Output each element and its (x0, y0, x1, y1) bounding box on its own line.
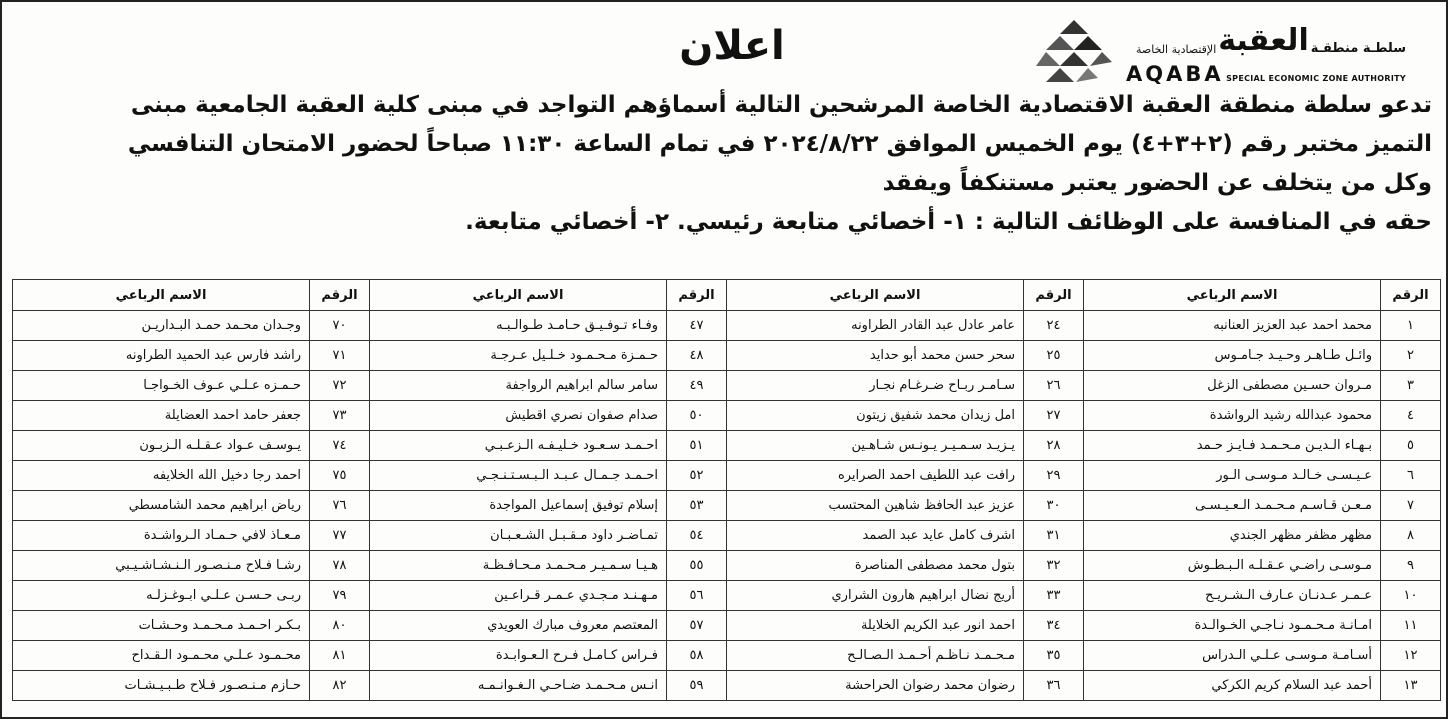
candidate-name: ربـى حـسـن عـلـي ابـوغـزلـه (13, 581, 310, 611)
header-number: الرقم (310, 280, 370, 311)
candidate-number: ٥٥ (667, 551, 727, 581)
candidate-number: ٧٢ (310, 371, 370, 401)
candidate-name: امـانـة مـحـمـود نـاجـي الخـوالـدة (1084, 611, 1381, 641)
candidate-name: عامر عادل عبد القادر الطراونه (727, 311, 1024, 341)
candidate-number: ٧٥ (310, 461, 370, 491)
candidate-name: فـراس كـامـل فـرح الـعـوابـدة (370, 641, 667, 671)
candidate-name: هـيـا سـمـيـر مـحـمـد مـحـافـظـة (370, 551, 667, 581)
candidate-name: رافت عبد اللطيف احمد الصرايره (727, 461, 1024, 491)
candidate-number: ٢٤ (1024, 311, 1084, 341)
candidate-name: بـهـاء الـديـن مـحـمـد فـايـز حـمد (1084, 431, 1381, 461)
page-title: اعلان (679, 23, 785, 69)
table-row (13, 581, 1441, 611)
candidate-number: ٥٢ (667, 461, 727, 491)
header-full-name: الاسم الرباعي (13, 280, 310, 311)
candidate-name: عـمـر عـدنـان عـارف الـشـريـح (1084, 581, 1381, 611)
candidate-name: المعتصم معروف مبارك العويدي (370, 611, 667, 641)
candidate-number: ٣٥ (1024, 641, 1084, 671)
header-number: الرقم (1381, 280, 1441, 311)
candidate-name: سـامـر ربـاح ضـرغـام نجـار (727, 371, 1024, 401)
table-row (13, 641, 1441, 671)
candidate-name: مـعـن قـاسـم مـحـمـد الـعـيـسـى (1084, 491, 1381, 521)
candidate-number: ٣٣ (1024, 581, 1084, 611)
candidate-number: ١ (1381, 311, 1441, 341)
candidate-number: ٥٤ (667, 521, 727, 551)
candidate-number: ٤٩ (667, 371, 727, 401)
candidate-name: احمد رجا دخيل الله الخلايفه (13, 461, 310, 491)
candidate-name: وفـاء تـوفـيـق حـامـد طـوالـبـه (370, 311, 667, 341)
table-row (13, 401, 1441, 431)
candidate-name: محمد احمد عبد العزيز العنانبه (1084, 311, 1381, 341)
candidate-name: بتول محمد مصطفى المناصرة (727, 551, 1024, 581)
candidate-number: ٣٠ (1024, 491, 1084, 521)
candidate-number: ٤٨ (667, 341, 727, 371)
candidate-number: ٣ (1381, 371, 1441, 401)
candidate-number: ٧٨ (310, 551, 370, 581)
candidate-number: ٨ (1381, 521, 1441, 551)
candidate-name: انـس مـحـمـد ضـاحـي الـغـوانـمـه (370, 671, 667, 701)
logo-zone-text: الإقتصادية الخاصة (1136, 43, 1217, 56)
header-number: الرقم (1024, 280, 1084, 311)
candidate-number: ٣٦ (1024, 671, 1084, 701)
candidate-name: مـهـنـد مـجـدي عـمـر قـراعـين (370, 581, 667, 611)
table-row (13, 371, 1441, 401)
candidate-number: ١٠ (1381, 581, 1441, 611)
table-row (13, 491, 1441, 521)
candidate-name: سحر حسن محمد أبو حدايد (727, 341, 1024, 371)
candidate-number: ٥٠ (667, 401, 727, 431)
candidates-table (12, 279, 1441, 701)
candidate-number: ٥٩ (667, 671, 727, 701)
header-number: الرقم (667, 280, 727, 311)
candidate-number: ٨١ (310, 641, 370, 671)
table-header-row (13, 280, 1441, 311)
candidate-number: ٢٦ (1024, 371, 1084, 401)
candidate-name: يـوسـف عـواد عـقـلـه الـزبـون (13, 431, 310, 461)
candidate-number: ٥٣ (667, 491, 727, 521)
candidate-name: تمـاضـر داود مـقـبـل الشـعـبـان (370, 521, 667, 551)
table-row (13, 431, 1441, 461)
header-full-name: الاسم الرباعي (727, 280, 1024, 311)
candidate-number: ٧١ (310, 341, 370, 371)
candidate-number: ٢٨ (1024, 431, 1084, 461)
candidate-name: حـمـزة مـحـمـود خـلـيل عـرجـة (370, 341, 667, 371)
candidate-name: اشرف كامل عايد عبد الصمد (727, 521, 1024, 551)
body-line-1: تدعو سلطة منطقة العقبة الاقتصادية الخاصة المرشحين التالية أسماؤهم التواجد في مبنى كلية العقبة الجامعية مبنى (130, 92, 1432, 118)
logo-arabic-row (1136, 23, 1406, 58)
candidate-name: مـوسـى راضـي عـقـلـه الـبـطـوش (1084, 551, 1381, 581)
candidate-name: رضوان محمد رضوان الحراحشة (727, 671, 1024, 701)
table-row (13, 461, 1441, 491)
candidate-name: مـعـاذ لافي حـمـاد الـرواشـدة (13, 521, 310, 551)
aqaba-triangles-icon (1034, 16, 1114, 88)
candidate-name: راشد فارس عبد الحميد الطراونه (13, 341, 310, 371)
candidate-number: ٧٤ (310, 431, 370, 461)
candidates-table-body (13, 311, 1441, 701)
candidate-name: حـمـزه عـلـي عـوف الخـواجـا (13, 371, 310, 401)
candidate-name: مـحـمـد نـاظـم أحـمـد الـصـالـح (727, 641, 1024, 671)
candidate-number: ٧٣ (310, 401, 370, 431)
table-row (13, 671, 1441, 701)
candidate-name: صدام صفوان نصري اقطيش (370, 401, 667, 431)
candidate-name: يـزيـد سـمـيـر يـونـس شـاهـين (727, 431, 1024, 461)
candidate-number: ٨٠ (310, 611, 370, 641)
candidate-number: ١٢ (1381, 641, 1441, 671)
candidate-number: ٧٦ (310, 491, 370, 521)
candidate-number: ١٣ (1381, 671, 1441, 701)
candidate-number: ١١ (1381, 611, 1441, 641)
candidate-name: عزيز عبد الحافظ شاهين المحتسب (727, 491, 1024, 521)
candidate-name: أحمد عبد السلام كريم الكركي (1084, 671, 1381, 701)
candidate-name: محمود عبدالله رشيد الرواشدة (1084, 401, 1381, 431)
candidate-name: بـكـر احـمـد مـحـمـد وحـشـات (13, 611, 310, 641)
candidate-number: ٢٥ (1024, 341, 1084, 371)
aqaba-logo (1034, 12, 1406, 90)
table-row (13, 311, 1441, 341)
body-line-4: حقه في المنافسة على الوظائف التالية : ١- أخصائي متابعة رئيسي. ٢- أخصائي متابعة. (465, 209, 1432, 235)
candidate-number: ٤٧ (667, 311, 727, 341)
candidate-name: امل زيدان محمد شفيق زيتون (727, 401, 1024, 431)
candidate-number: ٧ (1381, 491, 1441, 521)
header-full-name: الاسم الرباعي (370, 280, 667, 311)
candidate-number: ٥٧ (667, 611, 727, 641)
candidate-number: ٤ (1381, 401, 1441, 431)
body-line-2: التميز مختبر رقم (٢+٣+٤) يوم الخميس الموافق ٢٠٢٤/٨/٢٢ في تمام الساعة ١١:٣٠ صباحاً لحضور الامتحان التنافسي (127, 131, 1432, 157)
candidate-name: وائـل طـاهـر وحـيـد جـامـوس (1084, 341, 1381, 371)
candidate-name: رياض ابراهيم محمد الشامسطي (13, 491, 310, 521)
candidate-name: عـيـسـى خـالـد مـوسـى الـور (1084, 461, 1381, 491)
table-row (13, 341, 1441, 371)
candidate-name: أريج نضال ابراهيم هارون الشراري (727, 581, 1024, 611)
announcement-body (16, 86, 1432, 242)
candidate-name: أسـامـة مـوسـى عـلـي الـدراس (1084, 641, 1381, 671)
table-row (13, 551, 1441, 581)
candidate-number: ٨٢ (310, 671, 370, 701)
logo-tagline: SPECIAL ECONOMIC ZONE AUTHORITY (1226, 74, 1406, 83)
candidate-number: ٥٦ (667, 581, 727, 611)
candidate-number: ٦ (1381, 461, 1441, 491)
candidate-number: ٩ (1381, 551, 1441, 581)
logo-latin-row (1126, 62, 1406, 86)
candidate-number: ٥ (1381, 431, 1441, 461)
candidate-number: ٢٩ (1024, 461, 1084, 491)
candidate-name: إسلام توفيق إسماعيل المواجدة (370, 491, 667, 521)
candidate-name: رشـا فـلاح مـنـصـور الـنـشـاشـيـبي (13, 551, 310, 581)
candidate-name: محـمـود عـلـي محـمـود الـقـداح (13, 641, 310, 671)
candidate-name: مظهر مظفر مظهر الجندي (1084, 521, 1381, 551)
candidate-name: مـروان حسـين مصطفى الزغل (1084, 371, 1381, 401)
candidate-number: ٧٩ (310, 581, 370, 611)
logo-authority-text: سلطـة منطقـة (1310, 41, 1406, 56)
candidate-name: احـمـد سـعـود خـليـفـه الـزعـبـي (370, 431, 667, 461)
table-row (13, 611, 1441, 641)
candidate-number: ٣٤ (1024, 611, 1084, 641)
table-row (13, 521, 1441, 551)
candidate-number: ٥١ (667, 431, 727, 461)
candidate-name: احمد انور عبد الكريم الخلايلة (727, 611, 1024, 641)
candidate-number: ٥٨ (667, 641, 727, 671)
candidate-number: ٢٧ (1024, 401, 1084, 431)
logo-wordmark: العقبة (1218, 23, 1309, 58)
candidate-number: ٣١ (1024, 521, 1084, 551)
logo-latin-wordmark: AQABA (1126, 62, 1224, 86)
header-full-name: الاسم الرباعي (1084, 280, 1381, 311)
candidate-name: سامر سالم ابراهيم الرواجفة (370, 371, 667, 401)
body-line-3: وكل من يتخلف عن الحضور يعتبر مستنكفاً ويفقد (882, 170, 1432, 196)
candidate-number: ٣٢ (1024, 551, 1084, 581)
candidate-name: حـازم مـنـصـور فـلاح طـبـيـشـات (13, 671, 310, 701)
candidate-number: ٧٧ (310, 521, 370, 551)
candidate-name: وجـدان محـمد حمـد البـداريـن (13, 311, 310, 341)
candidate-name: احـمـد جـمـال عـبـد الـبـسـتـنـجـي (370, 461, 667, 491)
candidate-number: ٧٠ (310, 311, 370, 341)
candidate-number: ٢ (1381, 341, 1441, 371)
candidate-name: جعفر حامد احمد العضايلة (13, 401, 310, 431)
